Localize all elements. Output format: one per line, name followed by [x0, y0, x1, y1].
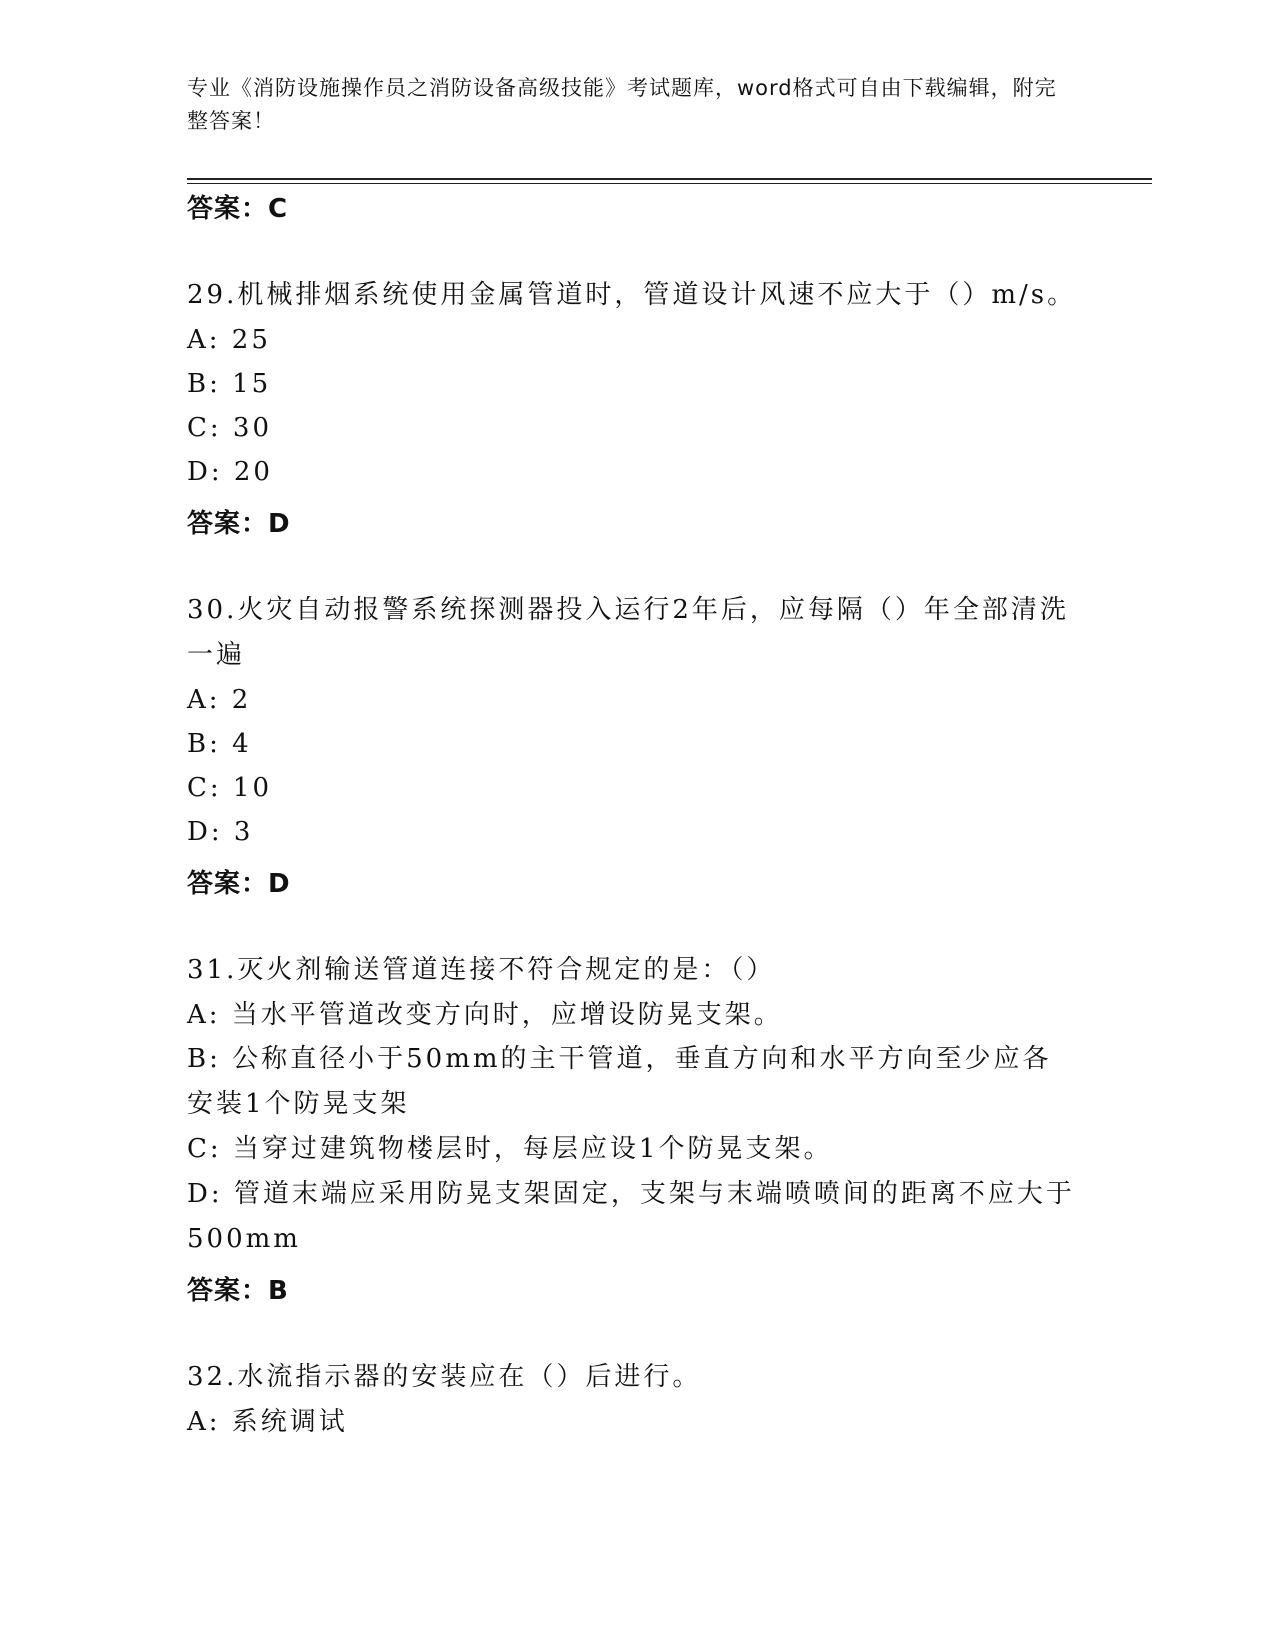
question-30-option-d: D: 3	[187, 817, 254, 847]
question-29-option-a: A: 25	[187, 325, 271, 355]
document-header: 专业《消防设施操作员之消防设备高级技能》考试题库，word格式可自由下载编辑，附完整答案！	[187, 76, 1057, 133]
question-32-stem: 32.水流指示器的安装应在（）后进行。	[187, 1362, 702, 1392]
question-32-option-a: A: 系统调试	[187, 1407, 348, 1437]
question-31-option-d: D: 管道末端应采用防晃支架固定，支架与末端喷喷间的距离不应大于500mm	[187, 1179, 1075, 1254]
question-30-option-b: B: 4	[187, 729, 252, 759]
previous-answer: 答案：C	[187, 194, 289, 224]
question-30-stem: 30.火灾自动报警系统探测器投入运行2年后，应每隔（）年全部清洗一遍	[187, 595, 1069, 670]
question-30-answer: 答案：D	[187, 869, 291, 899]
question-31-answer: 答案：B	[187, 1276, 289, 1306]
question-30-option-c: C: 10	[187, 773, 273, 803]
question-29-option-b: B: 15	[187, 369, 272, 399]
question-31-option-a: A: 当水平管道改变方向时，应增设防晃支架。	[187, 1000, 783, 1030]
question-29-stem: 29.机械排烟系统使用金属管道时，管道设计风速不应大于（）m/s。	[187, 280, 1077, 310]
question-31-option-c: C: 当穿过建筑物楼层时，每层应设1个防晃支架。	[187, 1134, 833, 1164]
question-30-option-a: A: 2	[187, 685, 252, 715]
question-29-option-d: D: 20	[187, 457, 273, 487]
question-31-stem: 31.灭火剂输送管道连接不符合规定的是：（）	[187, 955, 776, 985]
question-29-answer: 答案：D	[187, 509, 291, 539]
question-29-option-c: C: 30	[187, 413, 273, 443]
header-rule-thin	[187, 183, 1152, 184]
question-31-option-b: B: 公称直径小于50mm的主干管道，垂直方向和水平方向至少应各安装1个防晃支架	[187, 1044, 1052, 1119]
header-rule-thick	[187, 178, 1152, 180]
